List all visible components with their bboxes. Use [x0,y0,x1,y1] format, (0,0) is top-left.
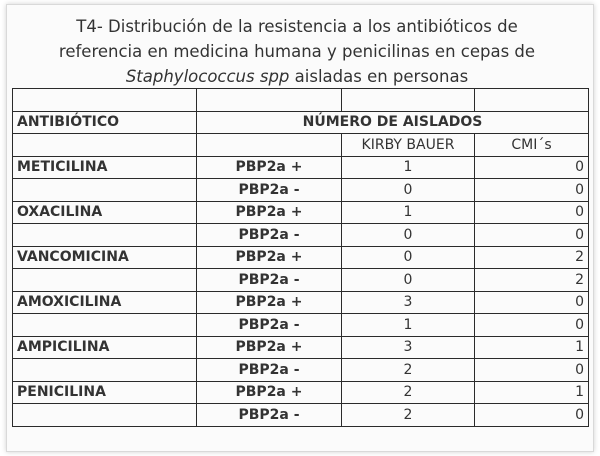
antibiotic-cell: VANCOMICINA [13,246,197,269]
table-row [13,359,589,382]
antibiotic-cell [13,269,197,292]
pbp2a-cell: PBP2a - [197,314,342,337]
table-row [13,179,589,202]
header-cmi: CMI´s [475,134,589,157]
spacer-row [13,89,589,112]
kirby-bauer-cell: 0 [342,179,475,202]
subheader-row [13,134,589,157]
table-row [13,314,589,337]
kirby-bauer-cell: 1 [342,201,475,224]
caption-line-1: T4- Distribución de la resistencia a los antibióticos de [76,17,518,36]
cmi-cell: 0 [475,179,589,202]
cmi-cell: 0 [475,291,589,314]
cmi-cell: 0 [475,156,589,179]
cmi-cell: 0 [475,201,589,224]
pbp2a-cell: PBP2a - [197,404,342,427]
header-row [13,111,589,134]
kirby-bauer-cell: 3 [342,336,475,359]
header-antibiotic: ANTIBIÓTICO [13,111,197,134]
cmi-cell: 0 [475,224,589,247]
header-isolates: NÚMERO DE AISLADOS [197,111,589,134]
table-row [13,291,589,314]
cmi-cell: 2 [475,246,589,269]
pbp2a-cell: PBP2a + [197,201,342,224]
kirby-bauer-cell: 2 [342,381,475,404]
caption-species: Staphylococcus spp [125,67,290,86]
table-row [13,156,589,179]
resistance-table [12,88,589,427]
empty-cell [13,89,197,112]
empty-cell [13,134,197,157]
cmi-cell: 1 [475,381,589,404]
kirby-bauer-cell: 3 [342,291,475,314]
empty-cell [197,134,342,157]
antibiotic-cell: PENICILINA [13,381,197,404]
kirby-bauer-cell: 1 [342,314,475,337]
antibiotic-cell [13,179,197,202]
pbp2a-cell: PBP2a + [197,336,342,359]
caption-line-2: referencia en medicina humana y penicilinas en cepas de [58,42,536,61]
caption-line-3-rest: aisladas en personas [289,67,469,86]
pbp2a-cell: PBP2a - [197,359,342,382]
kirby-bauer-cell: 0 [342,269,475,292]
antibiotic-cell: OXACILINA [13,201,197,224]
cmi-cell: 1 [475,336,589,359]
table-row [13,201,589,224]
table-row [13,269,589,292]
kirby-bauer-cell: 0 [342,246,475,269]
antibiotic-cell [13,224,197,247]
empty-cell [197,89,342,112]
pbp2a-cell: PBP2a - [197,269,342,292]
kirby-bauer-cell: 2 [342,359,475,382]
antibiotic-cell: AMOXICILINA [13,291,197,314]
cmi-cell: 0 [475,359,589,382]
table-row [13,404,589,427]
header-kirby-bauer: KIRBY BAUER [342,134,475,157]
pbp2a-cell: PBP2a - [197,224,342,247]
cmi-cell: 0 [475,404,589,427]
table-row [13,336,589,359]
empty-cell [475,89,589,112]
antibiotic-cell [13,314,197,337]
cmi-cell: 0 [475,314,589,337]
caption-line-3 [9,64,585,89]
table-row [13,246,589,269]
pbp2a-cell: PBP2a + [197,246,342,269]
cmi-cell: 2 [475,269,589,292]
empty-cell [342,89,475,112]
antibiotic-cell [13,359,197,382]
pbp2a-cell: PBP2a - [197,179,342,202]
table-row [13,224,589,247]
kirby-bauer-cell: 0 [342,224,475,247]
kirby-bauer-cell: 2 [342,404,475,427]
kirby-bauer-cell: 1 [342,156,475,179]
pbp2a-cell: PBP2a + [197,381,342,404]
table-caption [9,8,585,86]
pbp2a-cell: PBP2a + [197,291,342,314]
antibiotic-cell: AMPICILINA [13,336,197,359]
antibiotic-cell: METICILINA [13,156,197,179]
table-row [13,381,589,404]
antibiotic-cell [13,404,197,427]
pbp2a-cell: PBP2a + [197,156,342,179]
